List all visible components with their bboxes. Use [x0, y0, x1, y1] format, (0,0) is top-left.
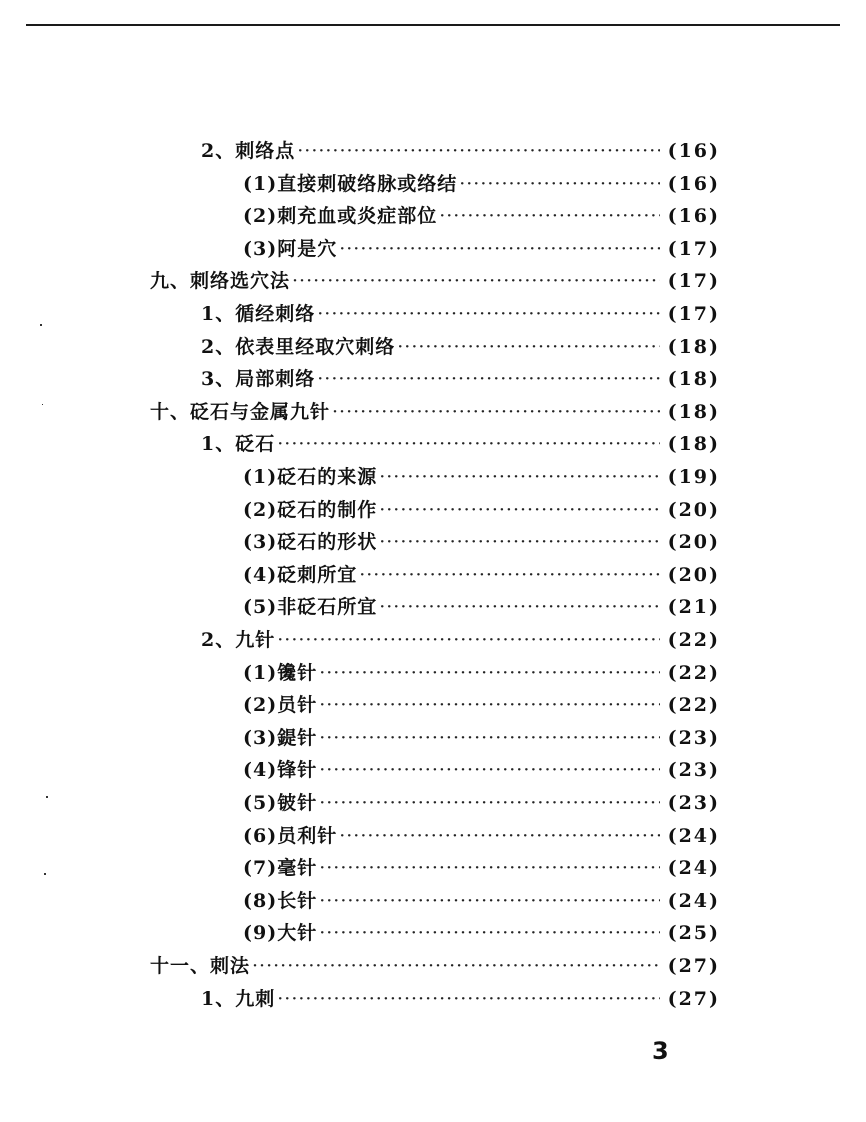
- toc-entry: [243, 560, 720, 590]
- toc-entry-label: 1、九刺: [201, 987, 276, 1010]
- toc-entry-page: (16): [667, 172, 720, 195]
- toc-entry: [201, 299, 720, 329]
- toc-entry: [201, 429, 720, 459]
- toc-leader-dots: [319, 886, 660, 916]
- toc-leader-dots: [292, 266, 660, 296]
- toc-entry: [201, 136, 720, 166]
- toc-entry: [243, 723, 720, 753]
- toc-entry: [243, 462, 720, 492]
- toc-entry-label: (2)员针: [243, 694, 318, 717]
- scan-speck: [42, 404, 43, 405]
- toc-leader-dots: [397, 332, 660, 362]
- toc-leader-dots: [332, 397, 660, 427]
- toc-entry: [201, 984, 720, 1014]
- toc-entry-label: (7)毫针: [243, 857, 318, 880]
- toc-entry-label: (3)砭石的形状: [243, 531, 378, 554]
- toc-leader-dots: [319, 723, 660, 753]
- toc-leader-dots: [277, 984, 660, 1014]
- toc-entry-label: (4)锋针: [243, 759, 318, 782]
- toc-entry: [243, 495, 720, 525]
- toc-entry-label: (9)大针: [243, 922, 318, 945]
- toc-entry-page: (23): [667, 792, 720, 814]
- toc-entry-page: (17): [667, 303, 720, 325]
- toc-entry: [150, 266, 720, 296]
- toc-entry: [243, 658, 720, 688]
- toc-entry: [243, 527, 720, 557]
- toc-leader-dots: [252, 951, 660, 981]
- toc-entry-page: (18): [667, 368, 720, 391]
- toc-entry: [150, 951, 720, 981]
- toc-leader-dots: [379, 592, 660, 622]
- toc-entry-label: (6)员利针: [243, 824, 338, 847]
- toc-entry-page: (18): [667, 335, 720, 358]
- toc-entry-label: (8)长针: [243, 889, 318, 912]
- toc-entry-page: (25): [667, 922, 720, 945]
- toc-entry: [243, 821, 720, 851]
- toc-entry: [243, 169, 720, 199]
- toc-entry-page: (24): [667, 889, 720, 912]
- toc-entry-page: (22): [667, 694, 720, 717]
- toc-entry-page: (20): [667, 498, 720, 521]
- toc-entry-label: 2、刺络点: [201, 140, 296, 162]
- toc-leader-dots: [319, 788, 660, 818]
- toc-entry-label: (2)刺充血或炎症部位: [243, 205, 438, 228]
- toc-entry: [243, 788, 720, 818]
- toc-entry-label: 1、循经刺络: [201, 303, 316, 325]
- toc-entry-label: (3)阿是穴: [243, 237, 338, 260]
- toc-leader-dots: [319, 690, 660, 720]
- toc-entry-page: (18): [667, 433, 720, 456]
- toc-leader-dots: [319, 853, 660, 883]
- toc-entry: [243, 690, 720, 720]
- toc-leader-dots: [277, 429, 660, 459]
- toc-entry: [150, 397, 720, 427]
- toc-entry-page: (16): [667, 205, 720, 228]
- toc-entry-page: (21): [667, 596, 720, 619]
- toc-entry-page: (16): [667, 140, 720, 162]
- toc-entry: [243, 886, 720, 916]
- toc-entry-page: (27): [667, 987, 720, 1010]
- toc-entry-page: (17): [667, 237, 720, 260]
- toc-entry-page: (23): [667, 726, 720, 749]
- toc-entry: [243, 201, 720, 231]
- toc-leader-dots: [277, 625, 660, 655]
- toc-entry-page: (18): [667, 400, 720, 423]
- toc-entry: [243, 234, 720, 264]
- toc-leader-dots: [319, 658, 660, 688]
- scan-speck: [40, 324, 42, 326]
- toc-entry-label: (2)砭石的制作: [243, 498, 378, 521]
- toc-leader-dots: [379, 495, 660, 525]
- toc-entry-label: 3、局部刺络: [201, 368, 316, 391]
- toc-entry-page: (22): [667, 661, 720, 684]
- toc-entry-page: (17): [667, 270, 720, 293]
- toc-leader-dots: [339, 821, 660, 851]
- toc-entry-page: (27): [667, 955, 720, 977]
- scan-speck: [46, 796, 48, 798]
- toc-entry-label: 1、砭石: [201, 433, 276, 456]
- toc-entry-page: (23): [667, 759, 720, 782]
- top-rule: [26, 24, 840, 26]
- scan-speck: [44, 873, 46, 875]
- toc-entry-label: (5)非砭石所宜: [243, 596, 378, 619]
- toc-entry-label: 九、刺络选穴法: [150, 270, 291, 293]
- toc-entry-page: (22): [667, 629, 720, 651]
- toc-entry: [201, 332, 720, 362]
- toc-leader-dots: [459, 169, 660, 199]
- toc-entry-label: (1)砭石的来源: [243, 466, 378, 488]
- toc-entry-label: (1)直接刺破络脉或络结: [243, 172, 458, 195]
- toc-leader-dots: [439, 201, 660, 231]
- toc-entry: [243, 918, 720, 948]
- toc-entry-page: (24): [667, 824, 720, 847]
- toc-leader-dots: [379, 462, 660, 492]
- toc-entry-page: (24): [667, 857, 720, 880]
- toc-leader-dots: [359, 560, 660, 590]
- toc-entry-label: 十一、刺法: [150, 955, 251, 977]
- toc-entry-label: (5)铍针: [243, 792, 318, 814]
- toc-entry-label: 十、砭石与金属九针: [150, 400, 331, 423]
- toc-entry: [243, 755, 720, 785]
- toc-entry-page: (19): [667, 466, 720, 488]
- toc-leader-dots: [317, 364, 660, 394]
- toc-entry-label: (1)镵针: [243, 661, 318, 684]
- toc-leader-dots: [379, 527, 660, 557]
- toc-entry: [243, 853, 720, 883]
- toc-entry-label: (3)鍉针: [243, 726, 318, 749]
- toc-leader-dots: [297, 136, 660, 166]
- toc-entry-page: (20): [667, 563, 720, 586]
- toc-entry-label: 2、依表里经取穴刺络: [201, 335, 396, 358]
- toc-leader-dots: [319, 918, 660, 948]
- toc-leader-dots: [317, 299, 660, 329]
- toc-entry-label: 2、九针: [201, 629, 276, 651]
- toc-entry: [243, 592, 720, 622]
- toc-leader-dots: [319, 755, 660, 785]
- toc-entry-label: (4)砭刺所宜: [243, 563, 358, 586]
- page-number: 3: [652, 1037, 669, 1065]
- toc-entry-page: (20): [667, 531, 720, 554]
- toc-leader-dots: [339, 234, 660, 264]
- toc-entry: [201, 625, 720, 655]
- toc-entry: [201, 364, 720, 394]
